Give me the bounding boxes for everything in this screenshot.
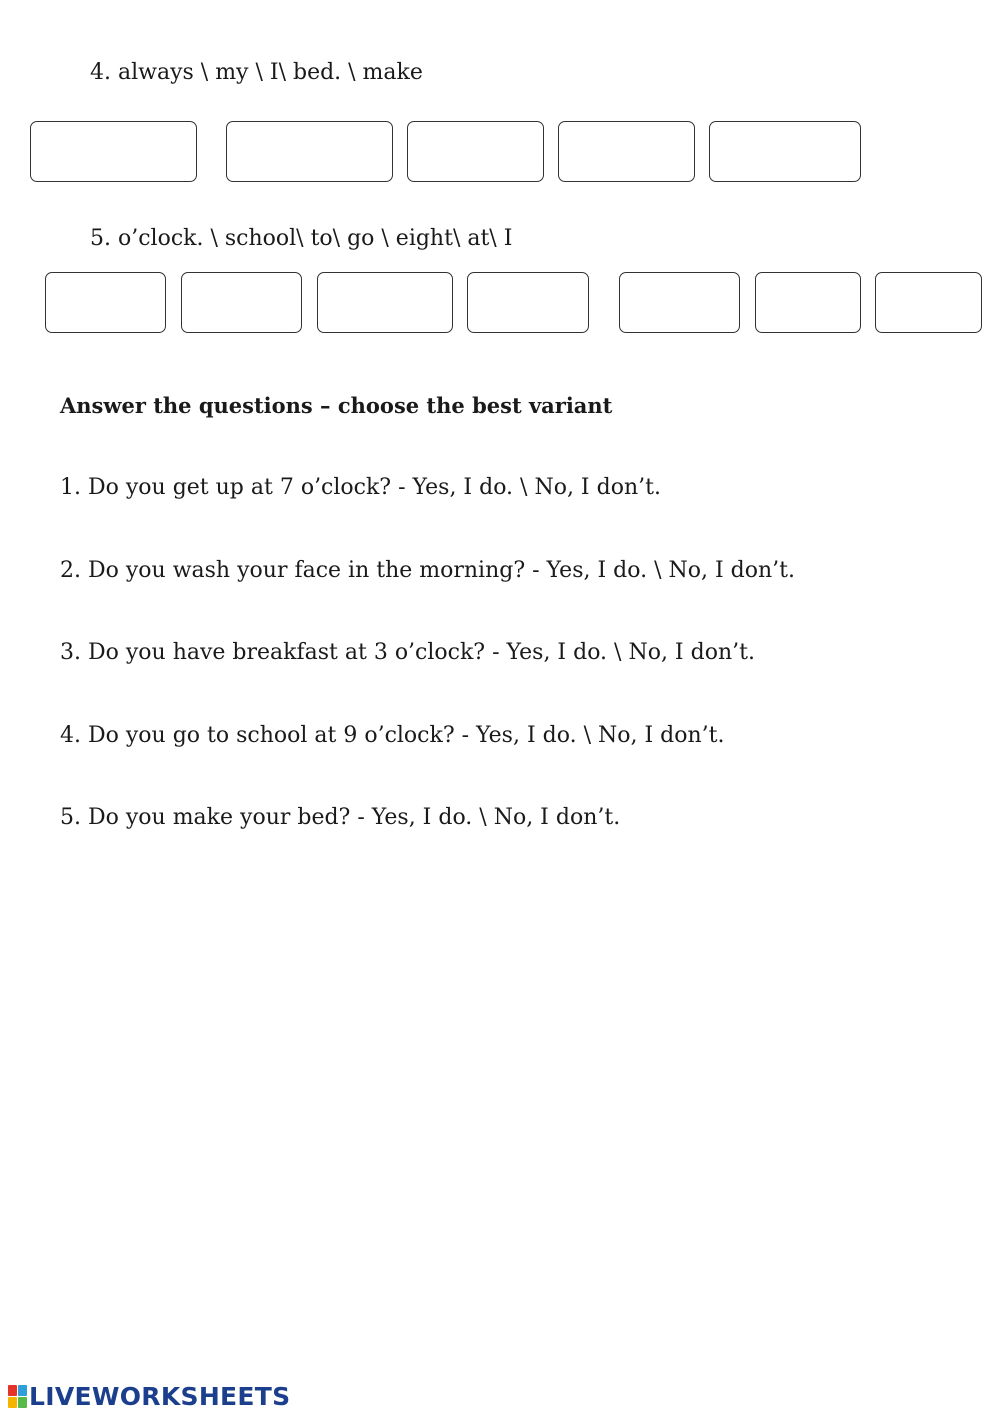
item4-word-box-1[interactable]	[30, 121, 197, 182]
question-2[interactable]: 2. Do you wash your face in the morning? - Yes, I do. \ No, I don’t.	[60, 558, 795, 583]
liveworksheets-brand-text: LIVEWORKSHEETS	[29, 1381, 291, 1411]
question-5[interactable]: 5. Do you make your bed? - Yes, I do. \ No, I don’t.	[60, 805, 621, 830]
item4-word-box-5[interactable]	[709, 121, 861, 182]
liveworksheets-logo	[8, 1381, 290, 1411]
item5-word-box-2[interactable]	[181, 272, 302, 333]
item5-word-box-1[interactable]	[45, 272, 166, 333]
item4-word-box-3[interactable]	[407, 121, 544, 182]
item5-prompt: 5. o’clock. \ school\ to\ go \ eight\ at\ I	[90, 226, 513, 251]
item4-word-box-2[interactable]	[226, 121, 393, 182]
questions-heading: Answer the questions – choose the best variant	[60, 393, 613, 418]
item5-word-box-7[interactable]	[875, 272, 982, 333]
question-1[interactable]: 1. Do you get up at 7 o’clock? - Yes, I do. \ No, I don’t.	[60, 475, 661, 500]
item4-word-box-4[interactable]	[558, 121, 695, 182]
liveworksheets-logo-icon	[8, 1385, 27, 1408]
item5-word-box-6[interactable]	[755, 272, 861, 333]
question-3[interactable]: 3. Do you have breakfast at 3 o’clock? - Yes, I do. \ No, I don’t.	[60, 640, 755, 665]
item5-word-box-4[interactable]	[467, 272, 589, 333]
question-4[interactable]: 4. Do you go to school at 9 o’clock? - Yes, I do. \ No, I don’t.	[60, 723, 725, 748]
item5-word-box-3[interactable]	[317, 272, 453, 333]
item4-prompt: 4. always \ my \ I\ bed. \ make	[90, 60, 423, 85]
item5-word-box-5[interactable]	[619, 272, 740, 333]
